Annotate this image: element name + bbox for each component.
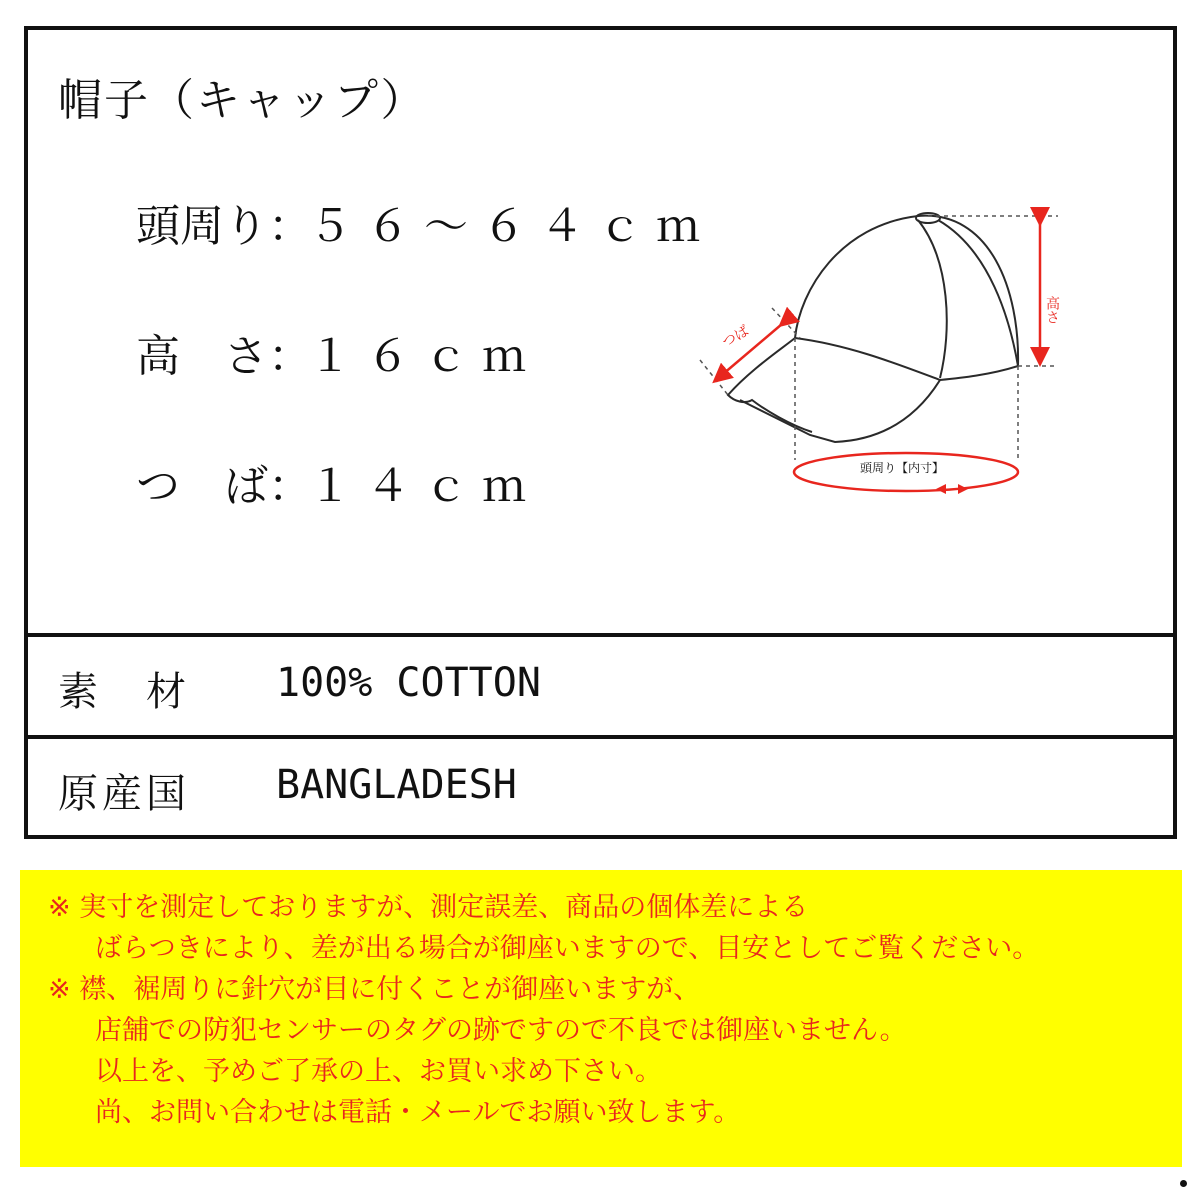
cap-diagram [680,190,1080,510]
measurement-label: 頭周り： [136,201,312,252]
notice-line: ばらつきにより、差が出る場合が御座いますので、目安としてご覧ください。 [95,933,1040,964]
origin-label: 原産国 [58,771,190,817]
measurement-head-circumference [136,190,714,254]
material-value: 100% COTTON [276,660,541,706]
guide-line [700,360,728,395]
measurement-label: つ ば： [136,461,312,512]
measurement-value: ５６～６４ｃｍ [308,201,714,252]
origin-value: BANGLADESH [276,762,517,808]
cap-seam [938,220,1018,366]
product-title: 帽子（キャップ） [58,75,427,126]
divider [28,735,1173,739]
notice-line: 以上を、予めご了承の上、お買い求め下さい。 [95,1056,662,1087]
notice-line: ※ 襟、裾周りに針穴が目に付くことが御座いますが、 [48,974,701,1005]
notice-box [20,870,1182,1167]
cap-crown-outline [740,216,1018,442]
height-label: 高さ [1044,296,1060,324]
corner-dot [1180,1180,1187,1187]
notice-line: 店舗での防犯センサーのタグの跡ですので不良では御座いません。 [95,1015,907,1046]
notice-line: ※ 実寸を測定しておりますが、測定誤差、商品の個体差による [48,892,809,923]
measurement-label: 高 さ： [136,331,312,382]
measurement-value: １４ｃｍ [308,461,540,512]
circumference-label: 頭周り【内寸】 [860,461,945,475]
measurement-height [136,320,540,384]
material-label: 素 材 [58,669,190,715]
cap-brim-outline [728,338,812,432]
brim-label: つば [719,323,752,351]
guide-line [772,308,800,338]
divider [28,633,1173,637]
cap-seam [918,220,947,378]
measurement-value: １６ｃｍ [308,331,540,382]
cap-front-seam [795,338,940,380]
measurement-brim [136,450,540,514]
notice-line: 尚、お問い合わせは電話・メールでお願い致します。 [95,1097,741,1128]
